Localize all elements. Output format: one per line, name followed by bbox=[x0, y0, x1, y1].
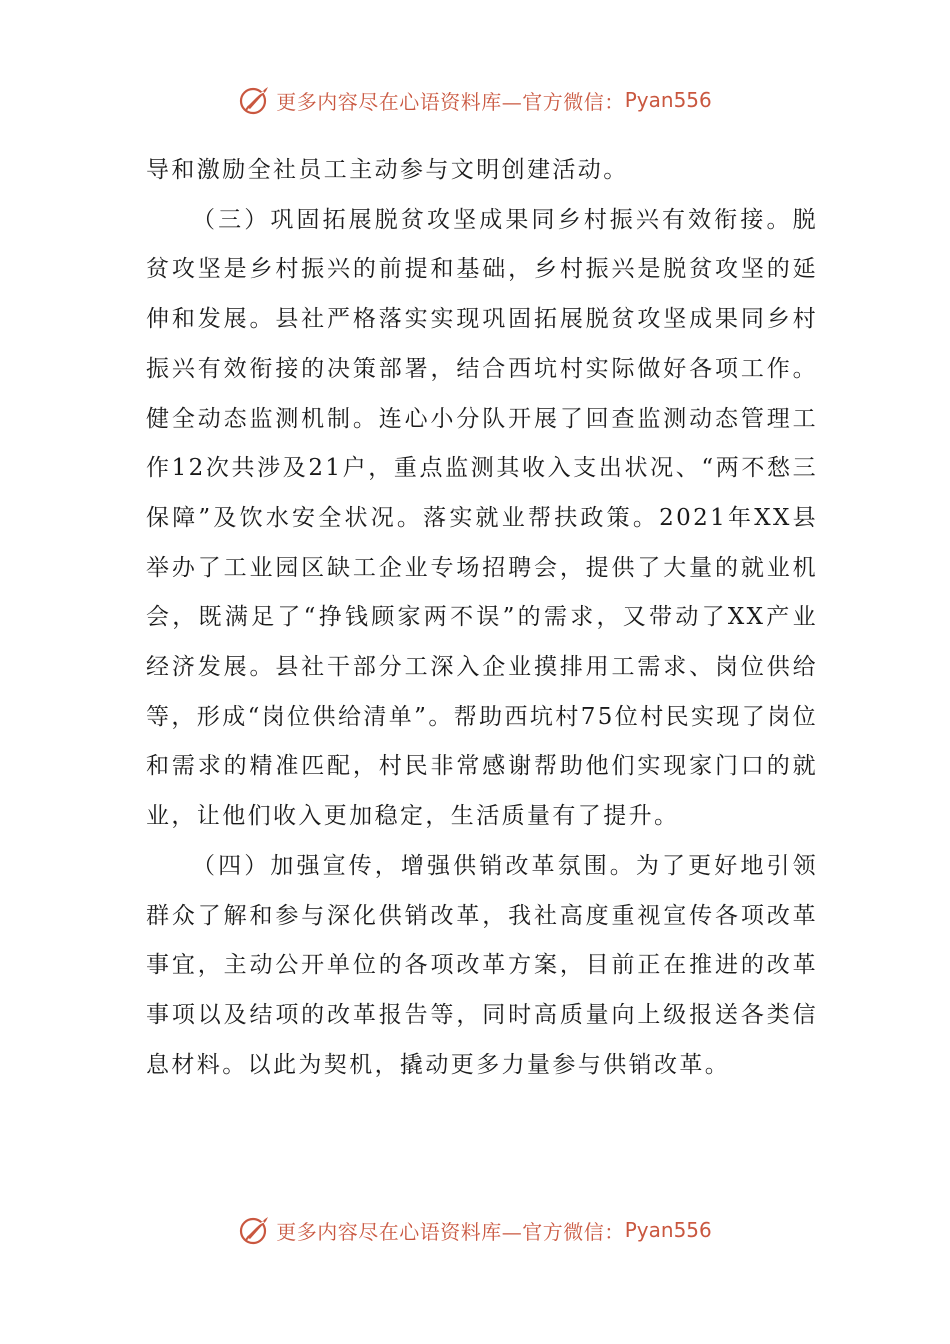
header-banner bbox=[0, 78, 950, 122]
paragraph-continuation: 导和激励全社员工主动参与文明创建活动。 bbox=[146, 157, 629, 183]
header-banner-text: 更多内容尽在心语资料库—官方微信： bbox=[276, 89, 625, 114]
quill-pen-logo-icon bbox=[238, 83, 272, 117]
footer-banner-text: 更多内容尽在心语资料库—官方微信： bbox=[276, 1219, 625, 1244]
footer-banner bbox=[0, 1208, 950, 1252]
header-wechat-id: Pyan556 bbox=[624, 88, 712, 112]
footer-wechat-id: Pyan556 bbox=[624, 1218, 712, 1242]
paragraph-section-four: （四）加强宣传，增强供销改革氛围。为了更好地引领群众了解和参与深化供销改革，我社高度重视宣传各项改革事宜，主动公开单位的各项改革方案，目前正在推进的改革事项以及结项的改革报告等，同时高质量向上级报送各类信息材料。以此为契机，撬动更多力量参与供销改革。 bbox=[146, 852, 818, 1078]
document-body bbox=[146, 146, 818, 1090]
quill-pen-logo-icon bbox=[238, 1213, 272, 1247]
paragraph-section-three: （三）巩固拓展脱贫攻坚成果同乡村振兴有效衔接。脱贫攻坚是乡村振兴的前提和基础，乡村振兴是脱贫攻坚的延伸和发展。县社严格落实实现巩固拓展脱贫攻坚成果同乡村振兴有效衔接的决策部署，结合西坑村实际做好各项工作。健全动态监测机制。连心小分队开展了回查监测动态管理工作12次共涉及21户，重点监测其收入支出状况、“两不愁三保障”及饮水安全状况。落实就业帮扶政策。2021年XX县举办了工业园区缺工企业专场招聘会，提供了大量的就业机会，既满足了“挣钱顾家两不误”的需求，又带动了XX产业经济发展。县社干部分工深入企业摸排用工需求、岗位供给等，形成“岗位供给清单”。帮助西坑村75位村民实现了岗位和需求的精准匹配，村民非常感谢帮助他们实现家门口的就业，让他们收入更加稳定，生活质量有了提升。 bbox=[146, 206, 818, 830]
